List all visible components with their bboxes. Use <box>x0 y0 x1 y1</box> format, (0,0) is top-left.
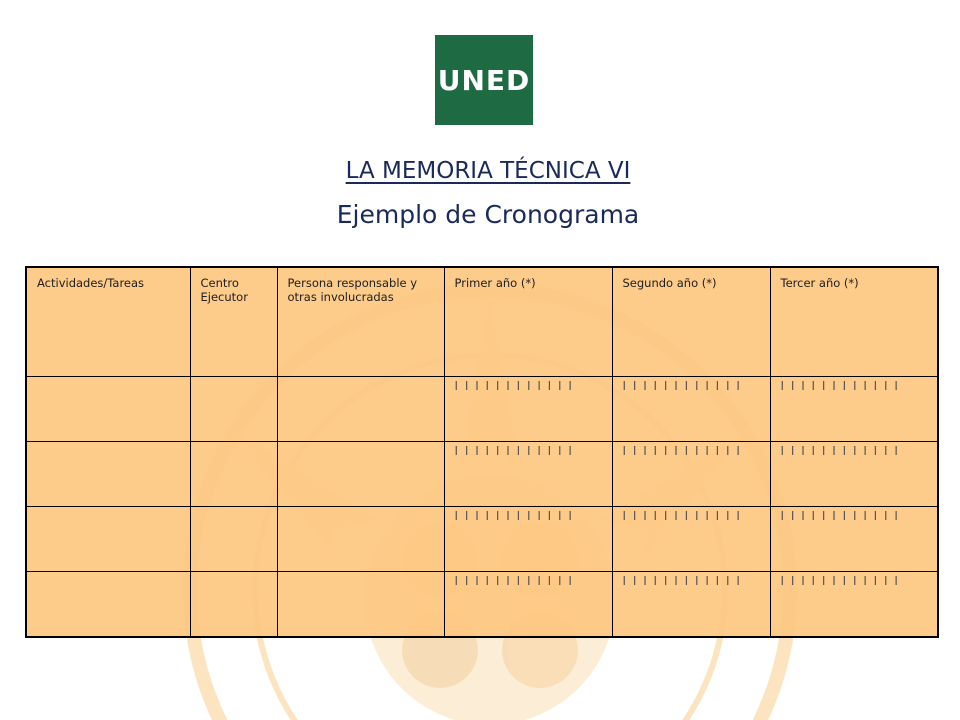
page-title: LA MEMORIA TÉCNICA VI <box>345 158 631 184</box>
table-cell <box>26 572 190 638</box>
month-ticks-year1: I I I I I I I I I I I I <box>444 377 612 442</box>
uned-logo: UNED <box>435 35 533 125</box>
table-cell <box>277 442 444 507</box>
month-ticks-year3: I I I I I I I I I I I I <box>770 442 938 507</box>
month-ticks-year3: I I I I I I I I I I I I <box>770 572 938 638</box>
month-ticks-year3: I I I I I I I I I I I I <box>770 377 938 442</box>
table-row <box>26 442 938 507</box>
page-subtitle: Ejemplo de Cronograma <box>336 200 640 229</box>
month-ticks-year1: I I I I I I I I I I I I <box>444 442 612 507</box>
month-ticks-year2: I I I I I I I I I I I I <box>612 377 770 442</box>
month-ticks-year2: I I I I I I I I I I I I <box>612 442 770 507</box>
header-primer-ano: Primer año (*) <box>444 267 612 377</box>
table-row <box>26 572 938 638</box>
header-centro-ejecutor: Centro Ejecutor <box>190 267 277 377</box>
table-cell <box>190 442 277 507</box>
table-cell <box>190 572 277 638</box>
month-ticks-year3: I I I I I I I I I I I I <box>770 507 938 572</box>
table-cell <box>26 507 190 572</box>
month-ticks-year2: I I I I I I I I I I I I <box>612 572 770 638</box>
table-cell <box>26 377 190 442</box>
table-cell <box>190 507 277 572</box>
table-row <box>26 507 938 572</box>
header-persona-responsable: Persona responsable y otras involucradas <box>277 267 444 377</box>
table-cell <box>277 572 444 638</box>
table-cell <box>26 442 190 507</box>
table-cell <box>277 377 444 442</box>
table-row <box>26 377 938 442</box>
month-ticks-year1: I I I I I I I I I I I I <box>444 507 612 572</box>
header-actividades: Actividades/Tareas <box>26 267 190 377</box>
month-ticks-year2: I I I I I I I I I I I I <box>612 507 770 572</box>
table-header-row <box>26 267 938 377</box>
cronograma-table <box>25 266 939 638</box>
table-cell <box>190 377 277 442</box>
header-segundo-ano: Segundo año (*) <box>612 267 770 377</box>
month-ticks-year1: I I I I I I I I I I I I <box>444 572 612 638</box>
header-tercer-ano: Tercer año (*) <box>770 267 938 377</box>
table-cell <box>277 507 444 572</box>
